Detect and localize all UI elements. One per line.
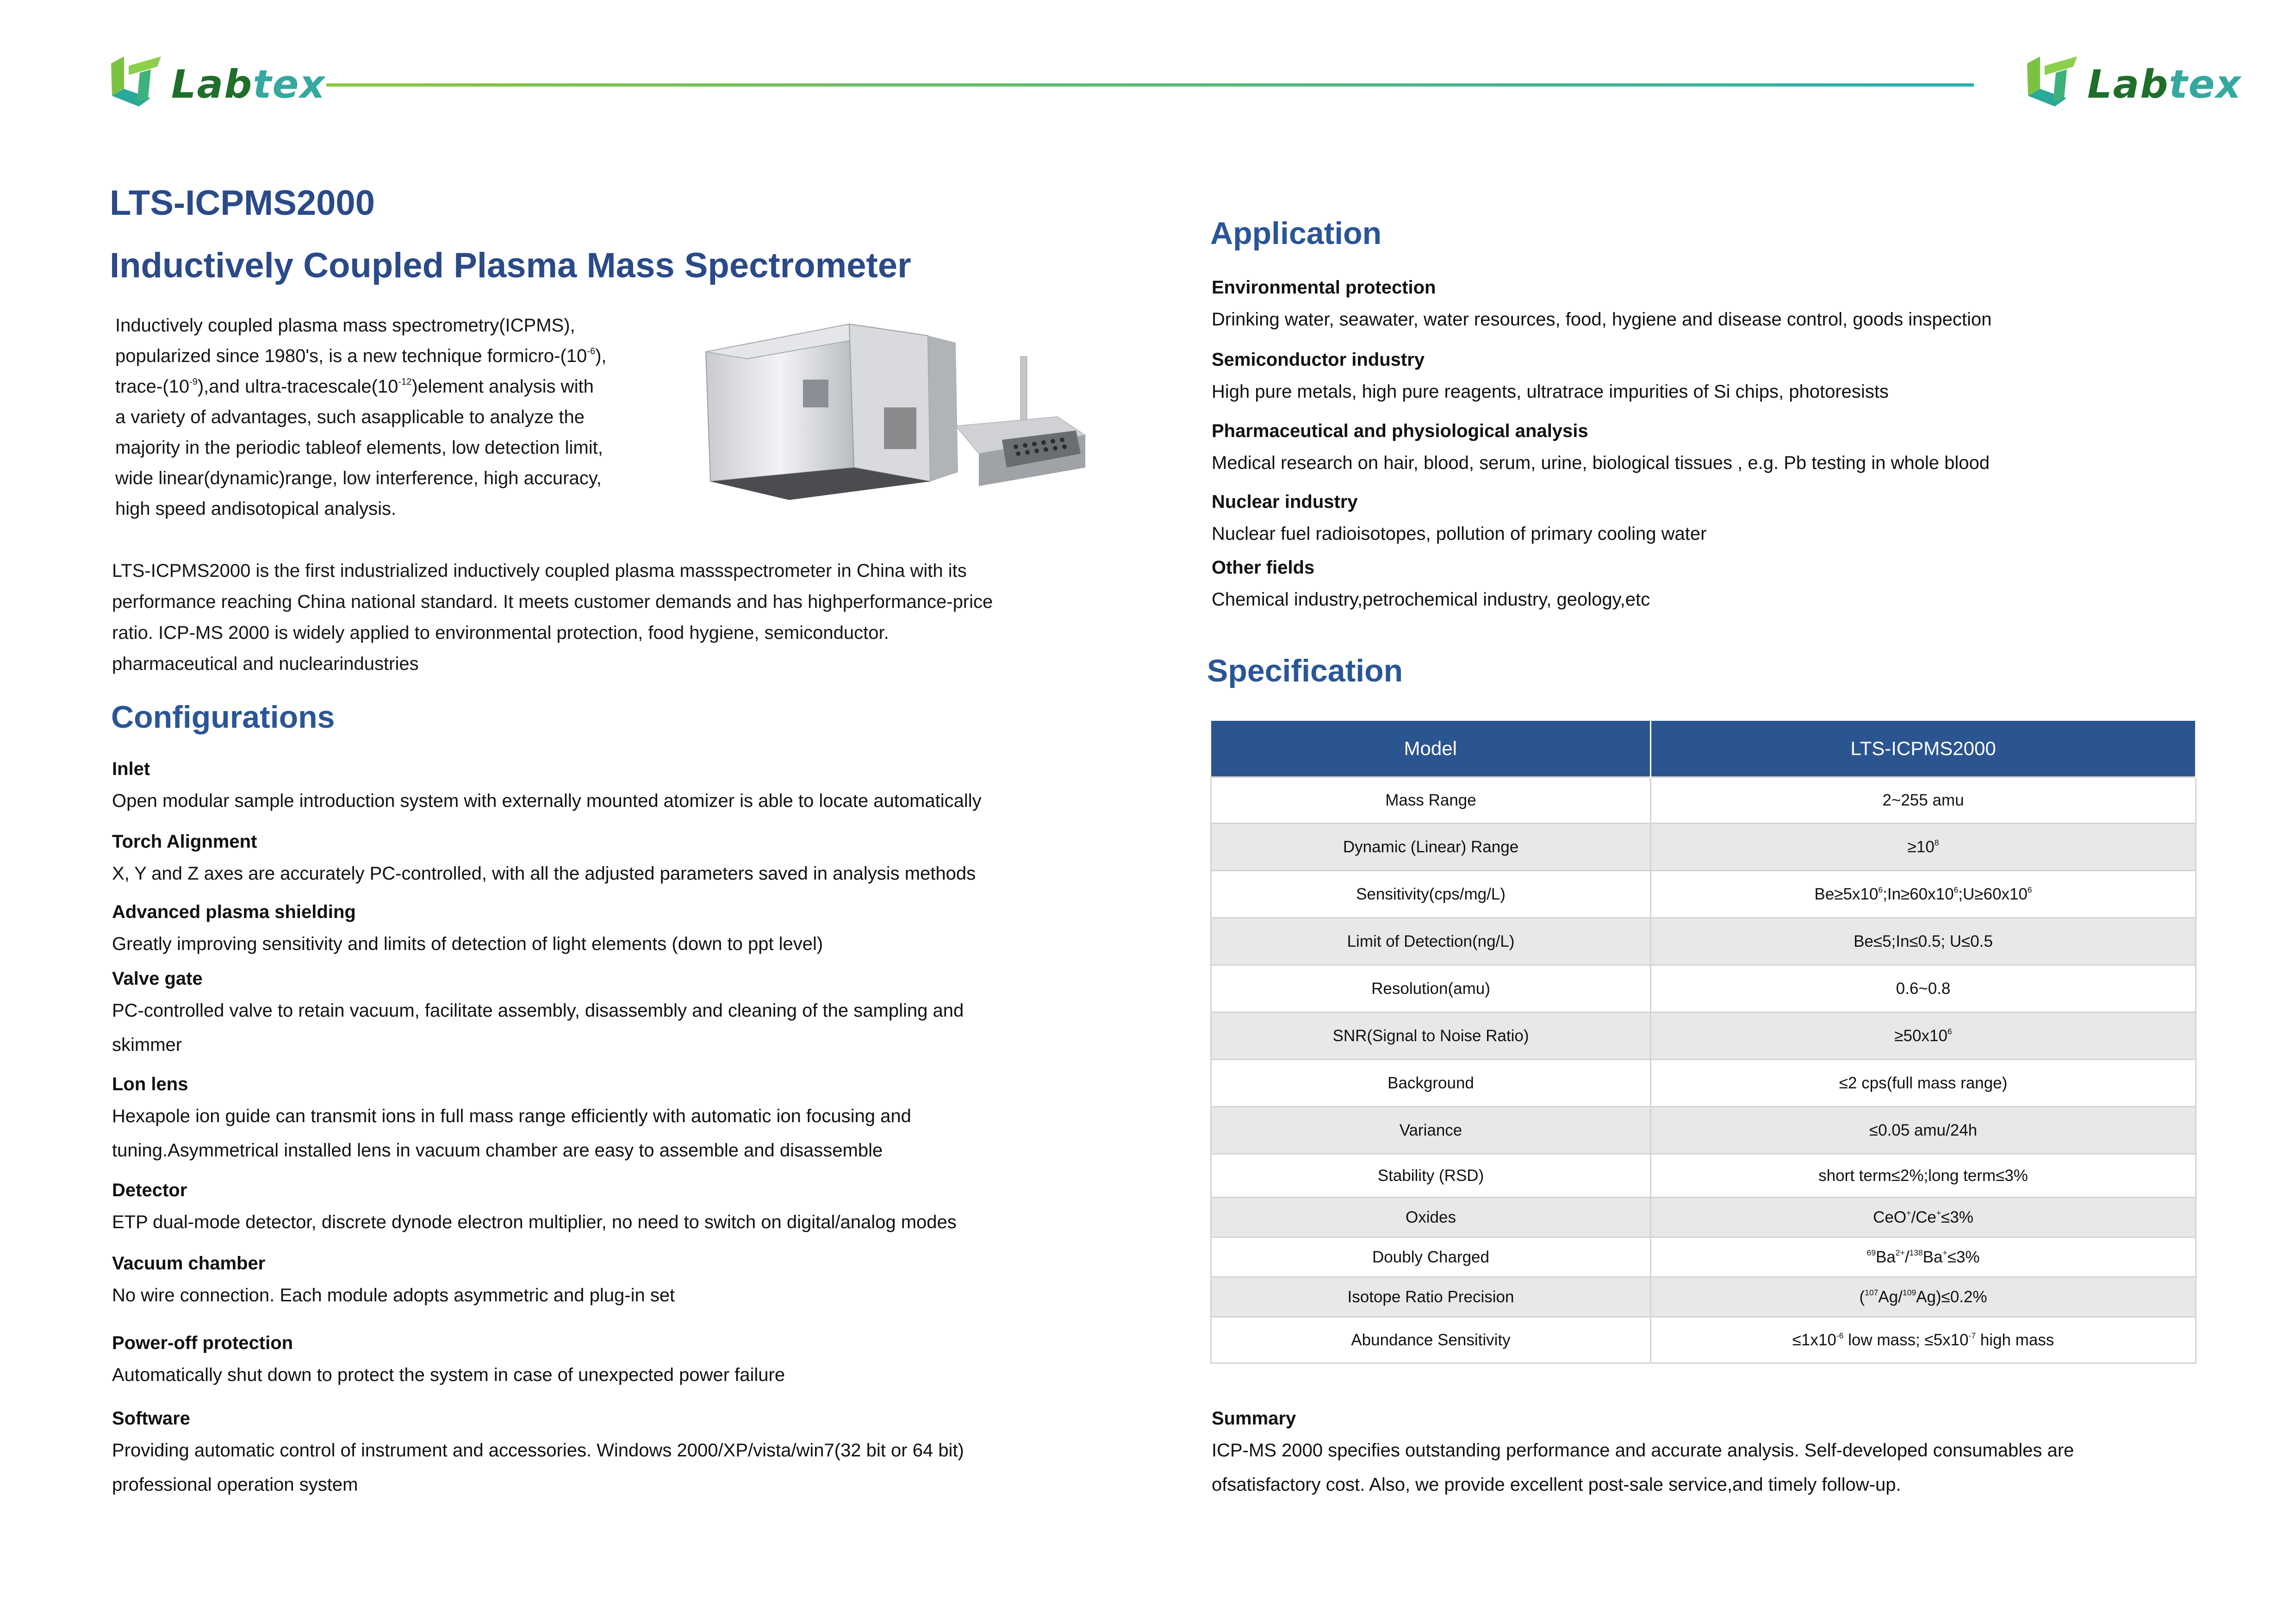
table-row: Abundance Sensitivity $\le 1x10^{-6}$ low mass; $\le 5x10^{-7}$ high mass	[1211, 1317, 2196, 1363]
specification-table	[1210, 721, 2196, 1364]
logo-wordmark: Labtex	[171, 62, 326, 107]
table-header-value: LTS-ICPMS2000	[1651, 721, 2196, 777]
configurations-title: Configurations	[111, 700, 335, 735]
table-row: Isotope Ratio Precision ($^{107}$Ag/$^{109}$Ag)≤0.2%	[1211, 1277, 2196, 1317]
config-item: Power-off protection Automatically shut down to protect the system in case of unexpected power failure	[112, 1333, 785, 1385]
logo-wordmark: Labtex	[2087, 62, 2242, 107]
table-row: Stability (RSD) short term≤2%;long term≤3%	[1211, 1154, 2196, 1198]
table-row: SNR(Signal to Noise Ratio) $\ge 50x10^6$	[1211, 1012, 2196, 1060]
specification-title: Specification	[1207, 653, 1403, 688]
config-item: Software Providing automatic control of instrument and accessories. Windows 2000/XP/vista/win7(32 bit or 64 bit) professional operation system	[112, 1408, 964, 1495]
application-item: Nuclear industry Nuclear fuel radioisotopes, pollution of primary cooling water	[1212, 492, 1707, 544]
application-title: Application	[1210, 216, 1382, 251]
config-item: Inlet Open modular sample introduction system with externally mounted atomizer is able to locate automatically	[112, 759, 982, 811]
table-header-model: Model	[1211, 721, 1651, 777]
application-list	[1212, 0, 2207, 648]
table-row: Resolution(amu) 0.6~0.8	[1211, 965, 2196, 1012]
table-row: Dynamic (Linear) Range $\ge 10^8$	[1211, 824, 2196, 871]
table-row: Mass Range 2~255 amu	[1211, 777, 2196, 824]
table-row: Background ≤2 cps(full mass range)	[1211, 1060, 2196, 1107]
summary-section	[1212, 1407, 2207, 1502]
table-row: Oxides CeO+/Ce+≤3%	[1211, 1198, 2196, 1237]
application-item: Other fields Chemical industry,petrochemical industry, geology,etc	[1212, 557, 1650, 610]
table-row: Limit of Detection(ng/L) Be≤5;In≤0.5; U≤0.5	[1211, 918, 2196, 965]
table-row: Doubly Charged $^{69}Ba^{2+}/^{138}Ba^+\le 3\%$	[1211, 1237, 2196, 1277]
product-model: LTS-ICPMS2000	[110, 183, 375, 223]
config-item: Lon lens Hexapole ion guide can transmit ions in full mass range efficiently with automatic ion focusing and tuning.Asymmetrical installed lens in vacuum chamber are easy to assemble and disassemble	[112, 1074, 911, 1161]
product-name: Inductively Coupled Plasma Mass Spectrometer	[110, 246, 911, 285]
application-item: Environmental protection Drinking water, seawater, water resources, food, hygiene and disease control, goods inspection	[1212, 277, 1992, 330]
config-item: Detector ETP dual-mode detector, discrete dynode electron multiplier, no need to switch on digital/analog modes	[112, 1180, 957, 1232]
application-item: Pharmaceutical and physiological analysis Medical research on hair, blood, serum, urine, biological tissues , e.g. Pb testing in whole blood	[1212, 421, 1990, 473]
config-item: Vacuum chamber No wire connection. Each module adopts asymmetric and plug-in set	[112, 1253, 675, 1305]
summary-title: Summary	[1212, 1408, 1296, 1429]
configurations-list	[112, 0, 1153, 1624]
table-row: Variance ≤0.05 amu/24h	[1211, 1107, 2196, 1154]
application-item: Semiconductor industry High pure metals, high pure reagents, ultratrace impurities of Si chips, photoresists	[1212, 350, 1889, 402]
config-item: Valve gate PC-controlled valve to retain vacuum, facilitate assembly, disassembly and cleaning of the sampling and skimmer	[112, 968, 964, 1055]
description-paragraph: LTS-ICPMS2000 is the first industrialized inductively coupled plasma massspectrometer in China with its performance reaching China national standard. It meets customer demands and has highperformance-price ratio. ICP-MS 2000 is widely applied to environmental protection, food hygiene, semiconductor. pharmaceutical and nuclearindustries	[112, 561, 993, 674]
table-header-row	[1211, 721, 2196, 777]
intro-paragraph: Inductively coupled plasma mass spectrometry(ICPMS), popularized since 1980's, is a new technique formicro-$(10^{-6})$, trace-$(10^{-9}),and$ ultra-$tracescale(10^{-12})element$ analysis with a variety of advantages, such asapplicable to analyze the majority in the periodic tableof elements, low detection limit, wide linear(dynamic)range, low interference, high accuracy, high speed andisotopical analysis.	[115, 315, 607, 519]
table-row: Sensitivity(cps/mg/L) $Be\ge 5x10^6;In\ge 60x10^6;U\ge 60x10^6$	[1211, 871, 2196, 918]
config-item: Advanced plasma shielding Greatly improving sensitivity and limits of detection of light elements (down to ppt level)	[112, 902, 823, 954]
config-item: Torch Alignment X, Y and Z axes are accurately PC-controlled, with all the adjusted parameters saved in analysis methods	[112, 831, 976, 884]
summary-text: ICP-MS 2000 specifies outstanding performance and accurate analysis. Self-developed consumables are ofsatisfactory cost. Also, we provide excellent post-sale service,and timely follow-up.	[1212, 1440, 2074, 1495]
